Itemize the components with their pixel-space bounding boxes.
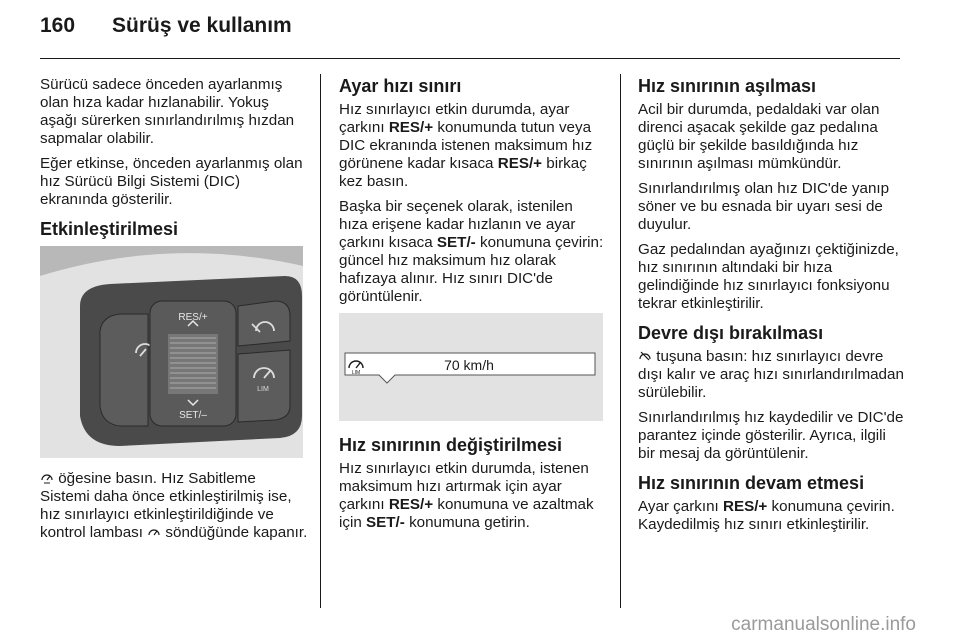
- display-lim-label: LIM: [351, 370, 361, 376]
- section-heading: Hız sınırının aşılması: [638, 76, 817, 96]
- paragraph: Sınırlandırılmış olan hız DIC'de yanıp söner ve bu esnada bir uyarı sesi de duyulur.: [638, 180, 890, 233]
- paragraph: Gaz pedalından ayağınızı çektiğinizde, hız sınırının altındaki bir hıza gelindiğinde hız sınırlayıcı fonksiyonu tekrar etkinleştirilir.: [638, 241, 899, 312]
- paragraph: Başka bir seçenek olarak, istenilen hıza erişene kadar hızlanın ve ayar çarkını kısaca SET/- konumuna çevirin: güncel hız maksimum hız olarak hafızaya alınır. Hız sınırı DIC'de görüntülenir.: [339, 198, 604, 305]
- section-heading: Etkinleştirilmesi: [40, 219, 179, 239]
- page-title: Sürüş ve kullanım: [112, 14, 292, 37]
- paragraph: Acil bir durumda, pedaldaki var olan direnci aşacak şekilde gaz pedalına güçlü bir şekilde basıldığında hız sınırının aşılması mümkündür.: [638, 101, 880, 172]
- column-2: [339, 76, 605, 539]
- page-number: 160: [40, 14, 76, 37]
- paragraph: tuşuna basın: hız sınırlayıcı devre dışı kalır ve araç hızı sınırlandırılmadan sürülebilir.: [638, 348, 904, 401]
- paragraph: Hız sınırlayıcı etkin durumda, istenen maksimum hızı artırmak için ayar çarkını RES/+ konumuna ve azaltmak için SET/- konumuna getirin.: [339, 460, 594, 531]
- paragraph: Sürücü sadece önceden ayarlanmış olan hıza kadar hızlanabilir. Yokuş aşağı sürerken sınırlandırılmış hızdan sapmalar olabilir.: [40, 76, 295, 147]
- paragraph: Ayar çarkını RES/+ konumuna çevirin. Kaydedilmiş hız sınırı etkinleştirilir.: [638, 498, 895, 533]
- watermark: carmanualsonline.info: [731, 614, 916, 635]
- display-speed: 70 km/h: [444, 357, 494, 373]
- steering-wheel-controls-image: [40, 246, 303, 458]
- column-divider: [320, 74, 321, 608]
- res-label: RES/+: [178, 312, 208, 323]
- speed-limiter-icon: [40, 471, 54, 485]
- section-heading: Hız sınırının devam etmesi: [638, 473, 865, 493]
- paragraph: Eğer etkinse, önceden ayarlanmış olan hız Sürücü Bilgi Sistemi (DIC) ekranında gösterilir.: [40, 155, 303, 208]
- paragraph: öğesine basın. Hız Sabitleme Sistemi daha önce etkinleştirilmiş ise, hız sınırlayıcı etkinleştirildiğinde ve kontrol lambası söndüğünde kapanır.: [40, 470, 308, 541]
- cruise-control-lamp-icon: [147, 525, 161, 539]
- paragraph: Sınırlandırılmış hız kaydedilir ve DIC'de parantez içinde gösterilir. Ayrıca, ilgili bir mesaj da görüntülenir.: [638, 409, 904, 462]
- paragraph: Hız sınırlayıcı etkin durumda, ayar çarkını RES/+ konumunda tutun veya DIC ekranında istenen maksimum hız görünene kadar kısaca RES/+ birkaç kez basın.: [339, 101, 593, 190]
- header-rule: [40, 58, 900, 59]
- section-heading: Ayar hızı sınırı: [339, 76, 462, 96]
- page-header: [40, 14, 292, 38]
- section-heading: Devre dışı bırakılması: [638, 323, 824, 343]
- section-heading: Hız sınırının değiştirilmesi: [339, 435, 563, 455]
- cancel-speed-limiter-icon: [638, 349, 652, 363]
- column-1: [40, 76, 308, 549]
- lim-label: LIM: [257, 386, 269, 393]
- set-label: SET/–: [179, 410, 207, 421]
- dic-display-image: [339, 313, 603, 421]
- column-3: [638, 76, 906, 541]
- column-divider: [620, 74, 621, 608]
